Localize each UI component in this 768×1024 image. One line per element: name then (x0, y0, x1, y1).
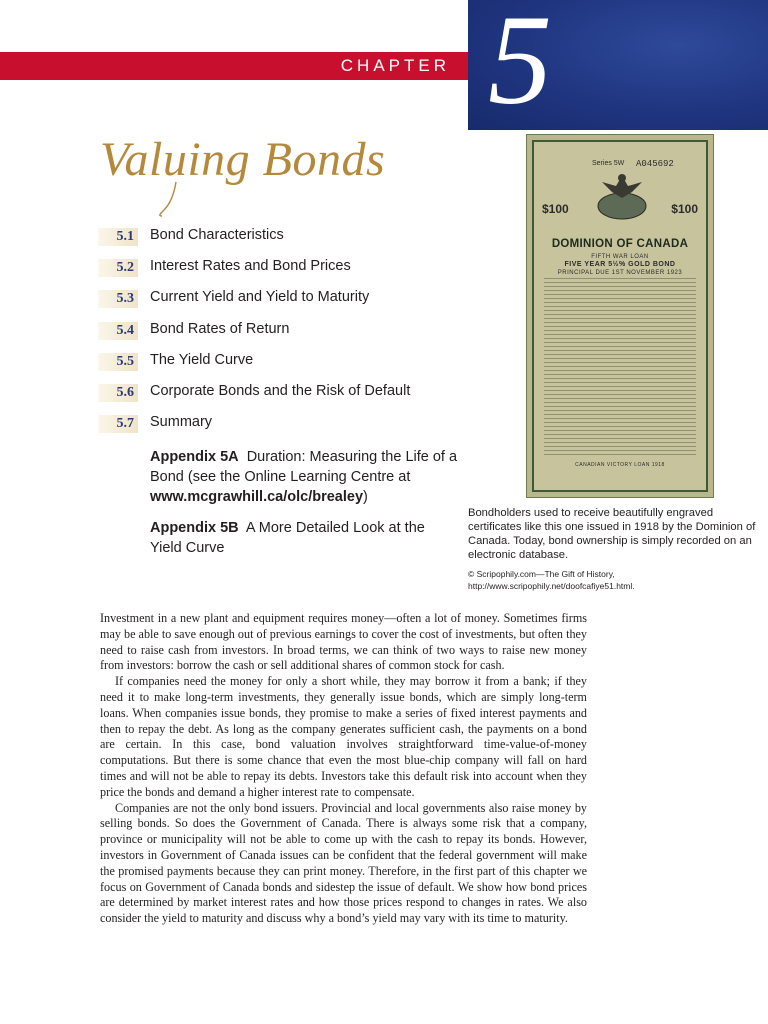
credit-line-1: © Scripophily.com—The Gift of History, (468, 569, 615, 579)
toc-item-number: 5.3 (98, 290, 138, 308)
toc-item[interactable] (98, 351, 468, 382)
certificate-footer: CANADIAN VICTORY LOAN 1918 (575, 462, 665, 468)
toc-item[interactable] (98, 413, 468, 444)
certificate-serial: A045692 (636, 159, 674, 169)
toc-item-label: Bond Rates of Return (150, 320, 290, 337)
appendix-text-tail: ) (363, 489, 368, 505)
image-credit (468, 568, 768, 592)
appendix-label: Appendix 5B (150, 520, 239, 536)
certificate-amount-right: $100 (671, 202, 698, 216)
certificate-amount-left: $100 (542, 202, 569, 216)
chapter-number: 5 (488, 0, 552, 130)
toc-item-label: Bond Characteristics (150, 227, 284, 243)
toc-item[interactable] (98, 257, 468, 288)
chapter-intro-body (100, 611, 587, 927)
appendix-text: Duration: Measuring the Life of a Bond (see the Online Learning Centre at (150, 449, 458, 485)
chapter-number-box (468, 0, 768, 130)
toc-item-label: The Yield Curve (150, 351, 254, 368)
appendix-url-link[interactable]: www.mcgrawhill.ca/olc/brealey (150, 489, 364, 505)
appendix-label: Appendix 5A (150, 449, 239, 465)
toc-item-number: 5.7 (98, 415, 138, 433)
toc-item-number: 5.1 (98, 228, 138, 246)
credit-url[interactable]: http://www.scripophily.net/doofcafiye51.html. (468, 581, 635, 591)
toc-item[interactable] (98, 288, 468, 319)
toc-item-label: Corporate Bonds and the Risk of Default (150, 382, 411, 399)
eagle-globe-emblem-icon (592, 170, 652, 222)
toc-item-number: 5.5 (98, 353, 138, 371)
body-paragraph: Investment in a new plant and equipment requires money—often a lot of money. Sometimes firms may be able to save enough out of previous earnings to cover the cost of investments, but often they need to raise cash from investors. In broad terms, we can think of two ways to raise new money from investors: borrow the cash or sell additional shares of common stock for cash. (100, 611, 587, 673)
appendix-5b (150, 518, 460, 558)
toc-item-label: Summary (150, 414, 213, 431)
toc-item[interactable] (98, 320, 468, 351)
chapter-label: CHAPTER (340, 56, 450, 75)
body-paragraph: If companies need the money for only a short while, they may borrow it from a bank; if they need it to make long-term investments, they generally issue bonds, which are simply long-term loans. When companies issue bonds, they promise to make a series of fixed interest payments and then to repay the debt. As long as the company generates sufficient cash, the payments on a bond are certain. In this case, bond valuation involves straightforward time-value-of-money computations. But there is some chance that even the most blue-chip company will fall on hard times and will not be able to repay its debts. Investors take this default risk into account when they price the bonds and demand a higher interest rate to compensate. (100, 674, 587, 799)
table-of-contents (98, 226, 468, 444)
toc-item[interactable] (98, 382, 468, 413)
image-caption: Bondholders used to receive beautifully engraved certificates like this one issued in 1918 by the Dominion of Canada. Today, bond ownership is simply recorded on an electronic database. (468, 507, 756, 561)
certificate-subtitle-2: FIVE YEAR 5½% GOLD BOND (564, 261, 676, 268)
appendix-5a (150, 447, 460, 507)
certificate-series: Series 5W (592, 160, 625, 167)
certificate-fine-print (544, 278, 696, 456)
toc-item-number: 5.2 (98, 259, 138, 277)
title-swash-ornament (156, 180, 196, 220)
toc-item[interactable] (98, 226, 468, 257)
certificate-subtitle-1: FIFTH WAR LOAN (591, 254, 649, 260)
toc-item-number: 5.6 (98, 384, 138, 402)
appendix-text: A More Detailed Look at the Yield Curve (150, 520, 425, 556)
toc-item-label: Interest Rates and Bond Prices (150, 258, 351, 275)
chapter-title: Valuing Bonds (100, 133, 386, 186)
bond-certificate-image (526, 134, 714, 498)
toc-item-label: Current Yield and Yield to Maturity (150, 289, 370, 306)
body-paragraph: Companies are not the only bond issuers. Provincial and local governments also raise money by selling bonds. So does the Government of Canada. There is always some risk that a company, province or municipality will not be able to come up with the cash to repay its bonds. However, investors in Government of Canada issues can be confident that the federal government will make the promised payments because they can print money. Therefore, in the first part of this chapter we focus on Government of Canada bonds and sidestep the issue of default. We show how bond prices are determined by market interest rates and how those prices respond to changes in rates. We also consider the yield to maturity and discuss why a bond’s yield may vary with its time to maturity. (100, 800, 587, 926)
certificate-border (532, 140, 708, 492)
certificate-subtitle-3: PRINCIPAL DUE 1ST NOVEMBER 1923 (557, 270, 683, 276)
certificate-heading: DOMINION OF CANADA (551, 238, 689, 250)
toc-item-number: 5.4 (98, 322, 138, 340)
